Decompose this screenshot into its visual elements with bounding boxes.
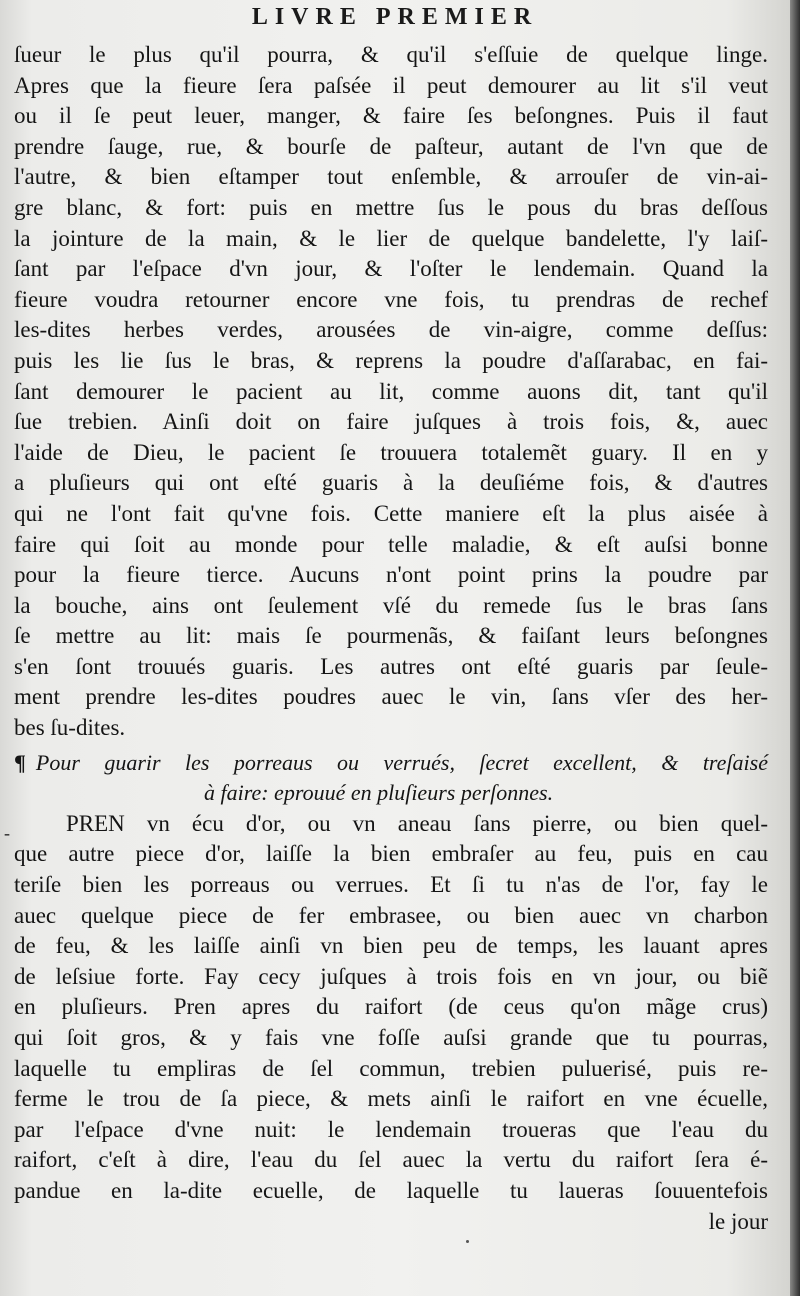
ink-speck: [466, 1240, 469, 1243]
text-line: ment prendre les-dites poudres auec le vin, ſans vſer des her-: [14, 684, 768, 710]
section-heading-line-1: Pour guarir les porreaus ou verrués, ſecret excellent, & treſaisé: [35, 749, 768, 775]
text-line: l'aide de Dieu, le pacient ſe trouuera totalemẽt guary. Il en y: [14, 439, 768, 465]
text-line: laquelle tu empliras de ſel commun, trebien puluerisé, puis re-: [14, 1055, 768, 1081]
text-line: bes ſu-dites.: [14, 715, 126, 741]
text-line: pandue en la-dite ecuelle, de laquelle tu laueras ſouuentefois: [14, 1177, 768, 1203]
body-text: [14, 40, 768, 1237]
section-heading: [14, 748, 768, 779]
text-line: ou il ſe peut leuer, manger, & faire ſes beſongnes. Puis il faut: [14, 103, 768, 129]
text-line: les-dites herbes verdes, arousées de vin-aigre, comme deſſus:: [14, 317, 768, 343]
text-line: s'en ſont trouués guaris. Les autres ont eſté guaris par ſeule-: [14, 653, 768, 679]
text-line: ſant par l'eſpace d'vn jour, & l'oſter le lendemain. Quand la: [14, 256, 768, 282]
catchword: le jour: [708, 1208, 768, 1234]
text-line: raifort, c'eſt à dire, l'eau du ſel auec la vertu du raifort ſera é-: [14, 1147, 768, 1173]
section-heading-line-2: à faire: eprouué en pluſieurs perſonnes.: [204, 780, 554, 806]
text-line: a pluſieurs qui ont eſté guaris à la deuſiéme fois, & d'autres: [14, 470, 768, 496]
text-line: par l'eſpace d'vne nuit: le lendemain troueras que l'eau du: [14, 1116, 768, 1142]
text-line: que autre piece d'or, laiſſe la bien embraſer au feu, puis en cau: [14, 841, 768, 867]
text-line: fieure voudra retourner encore vne fois, tu prendras de rechef: [14, 286, 768, 312]
page-edge-shadow: [790, 0, 800, 1296]
text-line: en pluſieurs. Pren apres du raifort (de ceus qu'on mãge crus): [14, 994, 768, 1020]
text-line: la jointure de la main, & le lier de quelque bandelette, l'y laiſ-: [14, 225, 768, 251]
text-line: ferme le trou de ſa piece, & mets ainſi le raifort en vne écuelle,: [14, 1086, 768, 1112]
text-line: teriſe bien les porreaus ou verrues. Et ſi tu n'as de l'or, fay le: [14, 872, 768, 898]
text-line: l'autre, & bien eſtamper tout enſemble, & arrouſer de vin-ai-: [14, 164, 768, 190]
text-line: qui ne l'ont fait qu'vne fois. Cette maniere eſt la plus aisée à: [14, 500, 768, 526]
text-line: de feu, & les laiſſe ainſi vn bien peu de temps, les lauant apres: [14, 933, 768, 959]
text-line: gre blanc, & fort: puis en mettre ſus le pous du bras deſſous: [14, 194, 768, 220]
text-line: PREN vn écu d'or, ou vn aneau ſans pierre, ou bien quel-: [66, 810, 768, 836]
running-header: LIVRE PREMIER: [251, 4, 539, 30]
text-line: ſant demourer le pacient au lit, comme auons dit, tant qu'il: [14, 378, 768, 404]
text-line: prendre ſauge, rue, & bourſe de paſteur, autant de l'vn que de: [14, 133, 768, 159]
text-line: faire qui ſoit au monde pour telle maladie, & eſt auſsi bonne: [14, 531, 768, 557]
text-line: la bouche, ains ont ſeulement vſé du remede ſus le bras ſans: [14, 592, 768, 618]
pilcrow-icon: ¶: [14, 749, 26, 775]
text-line: ſe mettre au lit: mais ſe pourmenãs, & faiſant leurs beſongnes: [14, 623, 768, 649]
text-line: de leſsiue forte. Fay cecy juſques à trois fois en vn jour, ou biẽ: [14, 963, 768, 989]
text-line: ſueur le plus qu'il pourra, & qu'il s'eſſuie de quelque linge.: [14, 42, 768, 67]
text-line: Apres que la fieure ſera paſsée il peut demourer au lit s'il veut: [14, 72, 768, 98]
text-line: ſue trebien. Ainſi doit on faire juſques à trois fois, &, auec: [14, 409, 768, 435]
margin-mark: -: [4, 823, 10, 843]
text-line: qui ſoit gros, & y fais vne foſſe auſsi grande que tu pourras,: [14, 1025, 768, 1050]
text-line: puis les lie ſus le bras, & reprens la poudre d'aſſarabac, en fai-: [14, 347, 768, 373]
text-line: auec quelque piece de fer embrasee, ou bien auec vn charbon: [14, 902, 768, 928]
text-line: pour la fieure tierce. Aucuns n'ont point prins la poudre par: [14, 562, 768, 588]
